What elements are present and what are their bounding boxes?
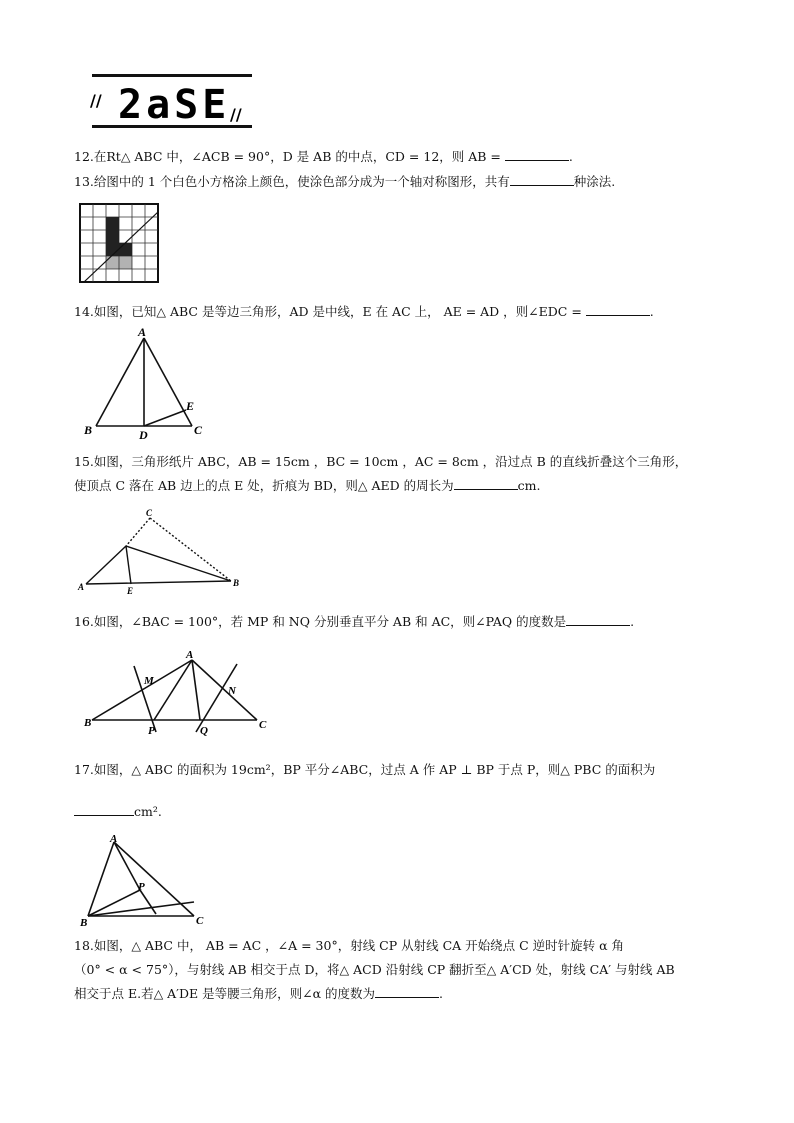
question-18: 18.如图，△ ABC 中， AB = AC ，∠A = 30°，射线 CP 从射线 CA 开始绕点 C 逆时针旋转 α 角 （0° < α < 75°），与射线 AB 相交于点 D，将△ ACD 沿射线 CP 翻折至△ A′CD 处，射线 CA′ 与射线 AB 相交于点 E.若△ A′DE 是等腰三角形，则∠α 的度数为 . bbox=[74, 938, 675, 1001]
question-14: 14.如图，已知△ ABC 是等边三角形，AD 是中线，E 在 AC 上， AE = AD ，则∠EDC = . bbox=[74, 300, 654, 324]
answer-blank bbox=[510, 171, 574, 186]
label-B: B bbox=[233, 578, 240, 588]
question-17: 17.如图，△ ABC 的面积为 19cm²，BP 平分∠ABC，过点 A 作 AP ⊥ BP 于点 P，则△ PBC 的面积为 bbox=[74, 762, 656, 777]
case-logo-graphic bbox=[88, 72, 254, 132]
svg-text://: // bbox=[90, 91, 102, 110]
label-A: A bbox=[110, 833, 118, 845]
label-A: A bbox=[138, 325, 147, 339]
label-P: P bbox=[138, 881, 145, 893]
label-P: P bbox=[148, 725, 155, 737]
label-N: N bbox=[228, 685, 236, 697]
q14-figure bbox=[84, 324, 214, 442]
label-D: D bbox=[139, 428, 148, 442]
q17-figure bbox=[78, 832, 210, 930]
label-B: B bbox=[80, 917, 88, 929]
label-C: C bbox=[146, 508, 153, 518]
answer-blank bbox=[586, 301, 650, 316]
label-A: A bbox=[78, 582, 85, 592]
label-E: E bbox=[127, 586, 134, 596]
answer-blank bbox=[375, 983, 439, 998]
q13-grid-figure bbox=[78, 202, 160, 284]
question-16: 16.如图，∠BAC = 100°，若 MP 和 NQ 分别垂直平分 AB 和 AC，则∠PAQ 的度数是 . bbox=[74, 610, 634, 634]
answer-blank bbox=[566, 611, 630, 626]
q15-figure bbox=[76, 506, 246, 596]
svg-text:2aSE: 2aSE bbox=[118, 82, 231, 128]
label-C: C bbox=[259, 719, 267, 731]
question-15: 15.如图，三角形纸片 ABC，AB = 15cm ，BC = 10cm ，AC = 8cm ，沿过点 B 的直线折叠这个三角形， 使顶点 C 落在 AB 边上的点 E 处，折痕为 BD，则△ AED 的周长为 cm. bbox=[74, 454, 688, 493]
q16-figure bbox=[82, 648, 272, 740]
label-M: M bbox=[144, 675, 154, 687]
case-logo bbox=[88, 72, 254, 132]
question-17-answer-line: cm². bbox=[74, 800, 162, 824]
label-A: A bbox=[186, 649, 194, 661]
label-E: E bbox=[186, 399, 195, 413]
svg-text://: // bbox=[230, 105, 242, 124]
label-Q: Q bbox=[200, 725, 208, 737]
label-B: B bbox=[84, 717, 92, 729]
question-13: 13.给图中的 1 个白色小方格涂上颜色，使涂色部分成为一个轴对称图形，共有 种涂法. bbox=[74, 170, 615, 194]
answer-blank bbox=[505, 146, 569, 161]
label-C: C bbox=[194, 423, 203, 437]
question-12: 12.在Rt△ ABC 中，∠ACB = 90°，D 是 AB 的中点，CD = 12，则 AB = . bbox=[74, 145, 573, 169]
answer-blank bbox=[454, 475, 518, 490]
label-C: C bbox=[196, 915, 204, 927]
answer-blank bbox=[74, 801, 134, 816]
label-B: B bbox=[84, 423, 93, 437]
